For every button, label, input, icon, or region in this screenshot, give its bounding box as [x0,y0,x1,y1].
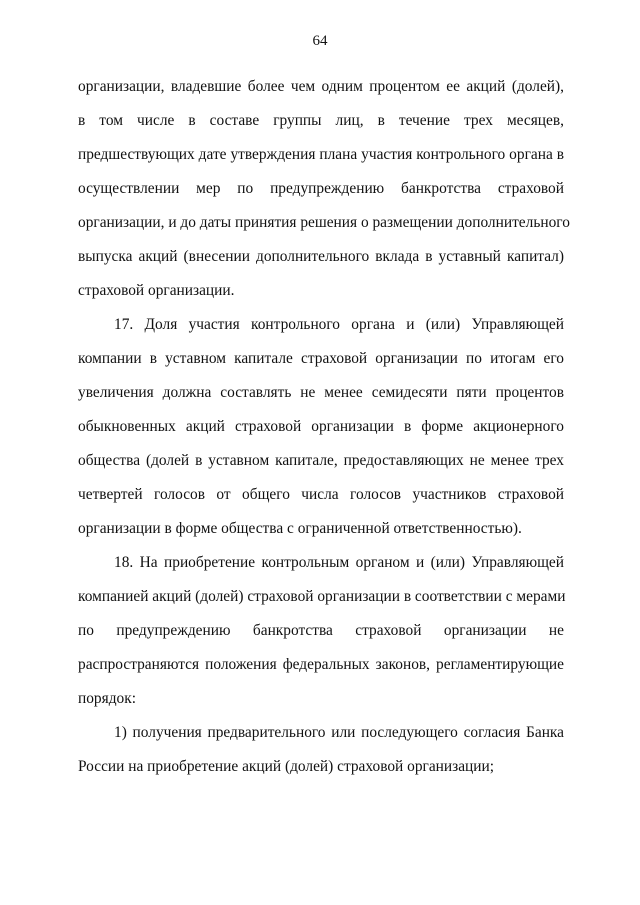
text-line: по предупреждению банкротства страховой организации не [78,622,564,639]
text-line: организации, и до даты принятия решения о размещении дополнительного [78,214,570,231]
text-line: организации в форме общества с ограниченной ответственностью). [78,520,522,537]
text-line: России на приобретение акций (долей) страховой организации; [78,758,495,775]
text-line: четвертей голосов от общего числа голосов участников страховой [78,486,564,503]
text-line: организации, владевшие более чем одним процентом ее акций (долей), [78,78,564,95]
text-line: порядок: [78,690,136,707]
text-line: обыкновенных акций страховой организации в форме акционерного [78,418,564,435]
list-item-1-first-line: 1) получения предварительного или последующего согласия Банка [114,724,564,741]
page-number: 64 [312,33,328,49]
text-line: выпуска акций (внесении дополнительного вклада в уставный капитал) [78,248,564,265]
paragraph-18-first-line: 18. На приобретение контрольным органом и (или) Управляющей [114,554,564,571]
text-line: осуществлении мер по предупреждению банкротства страховой [78,180,564,197]
text-line: страховой организации. [78,282,235,299]
text-line: предшествующих дате утверждения плана участия контрольного органа в [78,146,564,163]
text-line: компании в уставном капитале страховой организации по итогам его [78,350,564,367]
document-body [78,70,570,784]
text-line: компанией акций (долей) страховой организации в соответствии с мерами [78,588,566,605]
text-line: общества (долей в уставном капитале, предоставляющих не менее трех [78,452,564,469]
text-line: в том числе в составе группы лиц, в течение трех месяцев, [78,112,564,129]
paragraph-17-first-line: 17. Доля участия контрольного органа и (или) Управляющей [114,316,564,333]
text-line: распространяются положения федеральных законов, регламентирующие [78,656,564,673]
text-line: увеличения должна составлять не менее семидесяти пяти процентов [78,384,564,401]
